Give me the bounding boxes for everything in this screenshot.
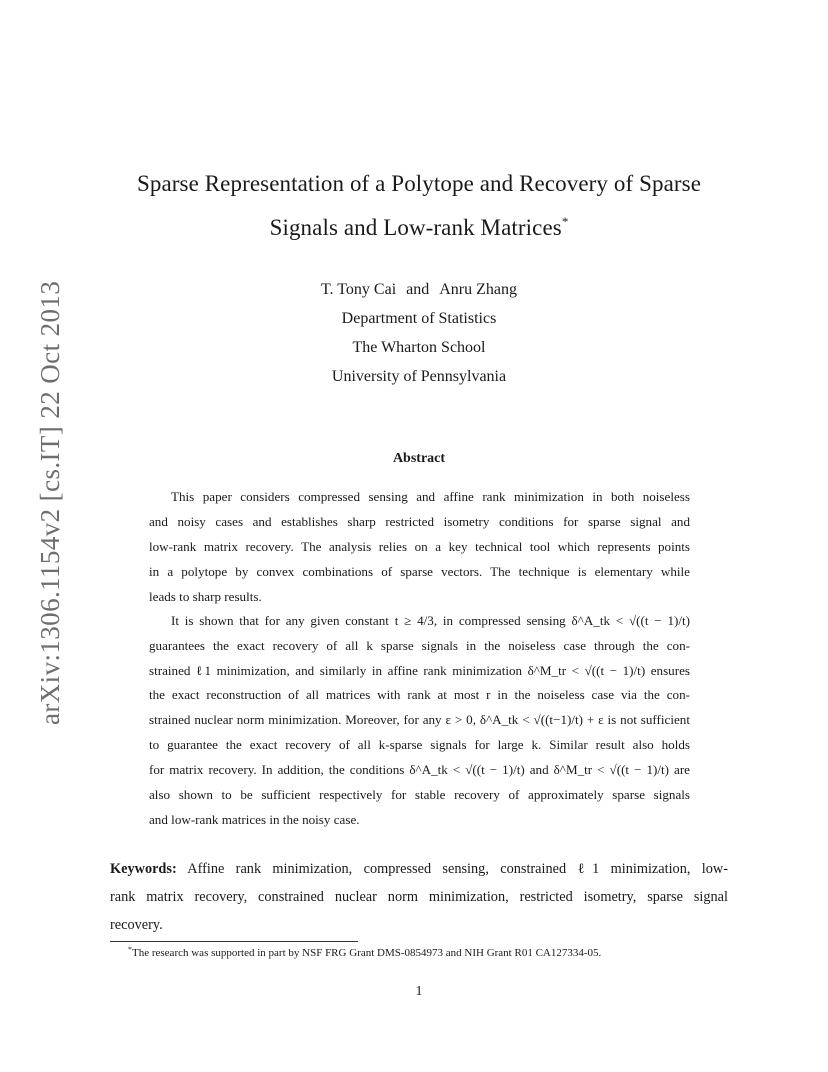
paper-title-text: Signals and Low-rank Matrices (269, 215, 562, 240)
title-footnote-mark: * (561, 214, 569, 229)
affiliation-university: University of Pennsylvania (331, 368, 507, 385)
abstract-line: for matrix recovery. In addition, the conditions δ^A_tk < √((t − 1)/t) and δ^M_tr < √((t − 1)/t) are (149, 762, 690, 777)
paper-title-line-2 (110, 214, 728, 241)
abstract-line: guarantees the exact recovery of all k sparse signals in the noiseless case through the con- (149, 638, 690, 653)
footnote (128, 945, 601, 959)
abstract-line: leads to sharp results. (149, 589, 262, 604)
footnote-rule (110, 941, 358, 942)
footnote-text: The research was supported in part by NSF FRG Grant DMS-0854973 and NIH Grant R01 CA127334-05. (132, 947, 602, 959)
affiliation-department: Department of Statistics (341, 310, 497, 327)
arxiv-identifier-stamp: arXiv:1306.1154v2 [cs.IT] 22 Oct 2013 (35, 280, 65, 725)
author-name: T. Tony Cai (320, 281, 397, 298)
abstract-line: also shown to be sufficient respectively for stable recovery of approximately sparse signals (149, 787, 690, 802)
abstract-line: in a polytope by convex combinations of sparse vectors. The technique is elementary while (149, 564, 690, 579)
keywords-text: Affine rank minimization, compressed sensing, constrained ℓ1 minimization, low- (187, 861, 728, 877)
abstract-line: and low-rank matrices in the noisy case. (149, 812, 360, 827)
abstract-line: strained nuclear norm minimization. Moreover, for any ε > 0, δ^A_tk < √((t−1)/t) + ε is not sufficient (149, 712, 690, 727)
page-number: 1 (415, 984, 423, 999)
author-conjunction: and (406, 281, 430, 298)
abstract-line: strained ℓ1 minimization, and similarly in affine rank minimization δ^M_tr < √((t − 1)/t) ensures (149, 663, 690, 678)
author-name: Anru Zhang (439, 281, 518, 298)
abstract-line: to guarantee the exact recovery of all k-sparse signals for large k. Similar result also holds (149, 737, 690, 752)
abstract-line: and noisy cases and establishes sharp restricted isometry conditions for sparse signal and (149, 514, 690, 529)
paper-title-line-1: Sparse Representation of a Polytope and Recovery of Sparse (136, 171, 702, 196)
abstract-line: It is shown that for any given constant t ≥ 4/3, in compressed sensing δ^A_tk < √((t − 1)/t) (171, 613, 690, 628)
abstract-line: the exact reconstruction of all matrices with rank at most r in the noiseless case via the con- (149, 687, 690, 702)
keywords-line: recovery. (110, 917, 163, 933)
author-list (110, 281, 728, 299)
keywords-label: Keywords: (110, 861, 177, 877)
affiliation-school: The Wharton School (352, 339, 486, 356)
abstract-heading: Abstract (392, 451, 446, 466)
keywords-line: rank matrix recovery, constrained nuclear norm minimization, restricted isometry, sparse signal (110, 889, 728, 905)
abstract-line: This paper considers compressed sensing and affine rank minimization in both noiseless (171, 489, 690, 504)
footnote-mark: * (128, 945, 132, 954)
abstract-line: low-rank matrix recovery. The analysis relies on a key technical tool which represents points (149, 539, 690, 554)
keywords-line (110, 858, 728, 880)
